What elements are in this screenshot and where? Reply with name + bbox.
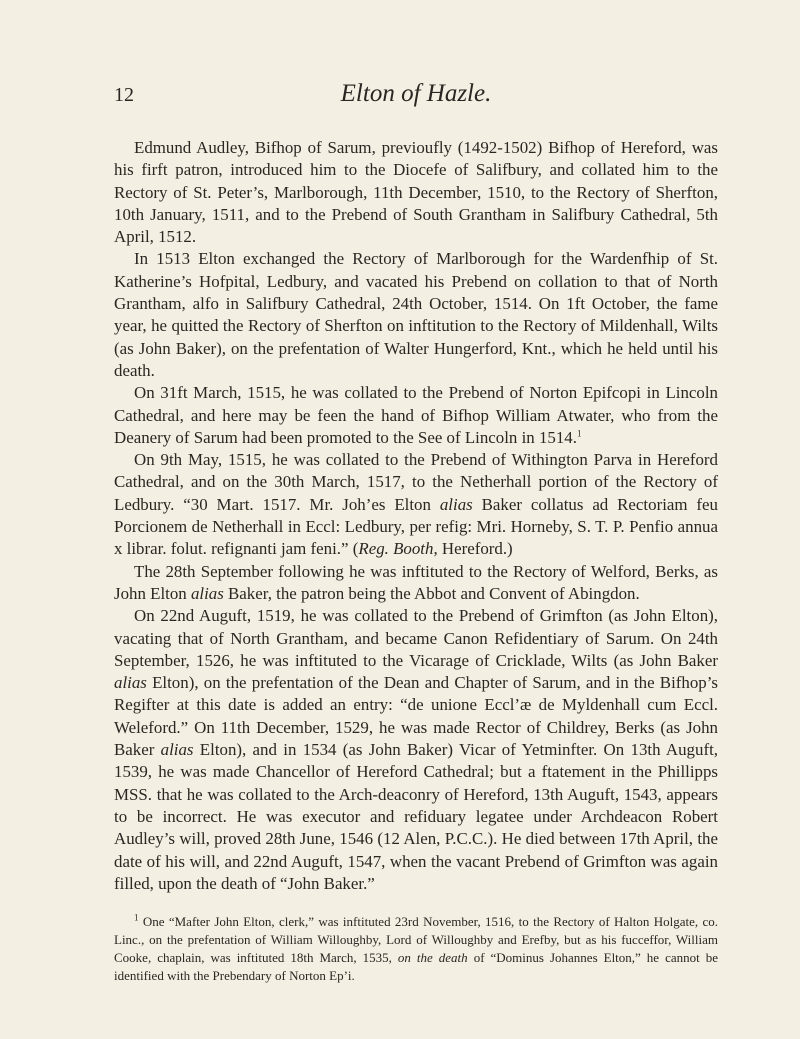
text-run: Edmund Audley, Bifhop of Sarum, previoufly (1492-1502) Bifhop of Hereford, was his firft patron, introduced him to the Diocefe of Salifbury, and collated him to the Rectory of St. Peter’s, Marlborough, 11th December, 1510, to the Rectory of Sherfton, 10th January, 1511, and to the Prebend of South Grantham in Salifbury Cathedral, 5th April, 1512. <box>114 138 718 247</box>
page-number: 12 <box>114 84 134 106</box>
text-run: Baker collatus ad Rectoriam feu Porcionem de Netherhall in Eccl: Ledbury, per refig: Mri. Horneby, S. T. P. Penfio annua x librar. folut. refignanti jam feni.” ( <box>114 494 718 559</box>
footnote-marker: 1 <box>576 428 582 439</box>
paragraph <box>114 382 718 449</box>
text-run: In 1513 Elton exchanged the Rectory of Marlborough for the Wardenfhip of St. Katherine’s Hofpital, Ledbury, and vacated his Prebend on collation to that of North Grantham, alfo in Salifbury Cathedral, 24th October, 1514. On 1ft October, the fame year, he quitted the Rectory of Sherfton on inftitution to the Rectory of Mildenhall, Wilts (as John Baker), on the prefentation of Walter Hungerford, Knt., which he held until his death. <box>114 249 718 380</box>
text-run: On 9th May, 1515, he was collated to the Prebend of Withington Parva in Hereford Cathedral, and on the 30th March, 1517, to the Netherhall portion of the Rectory of Ledbury. “30 Mart. 1517. Mr. Joh’es Elton <box>114 450 718 514</box>
paragraph <box>114 137 718 248</box>
text-run: On 22nd Auguft, 1519, he was collated to the Prebend of Grimfton (as John Elton), vacating that of North Grantham, and became Canon Refidentiary of Sarum. On 24th September, 1526, he was inftituted to the Vicarage of Cricklade, Wilts (as John Baker <box>114 606 718 670</box>
text-run: On 31ft March, 1515, he was collated to the Prebend of Norton Epifcopi in Lincoln Cathedral, and here may be feen the hand of Bifhop William Atwater, who from the Deanery of Sarum had been promoted to the See of Lincoln in 1514. <box>114 383 718 447</box>
paragraph <box>114 605 718 895</box>
text-run: One “Mafter John Elton, clerk,” was inftituted 23rd November, 1516, to the Rectory of Halton Holgate, co. Linc., on the prefentation of William Willoughby, Lord of Willoughby and Erefby, but as his fucceffor, William Cooke, chaplain, was inftituted 18th March, 1535, <box>114 914 718 965</box>
body-text <box>114 137 718 895</box>
text-run: , Hereford.) <box>433 539 513 559</box>
italic-text: alias <box>114 673 147 693</box>
text-run: Elton), on the prefentation of the Dean and Chapter of Sarum, and in the Bifhop’s Regifter at this date is added an entry: “de unione Eccl’æ de Myldenhall cum Eccl. Weleford.” On 11th December, 1529, he was made Rector of Childrey, Berks (as John Baker <box>114 673 718 760</box>
running-title: Elton of Hazle. <box>340 80 492 107</box>
paragraph <box>114 248 718 382</box>
paragraph <box>114 561 718 606</box>
italic-text: alias <box>190 583 224 603</box>
text-run: The 28th September following he was inftituted to the Rectory of Welford, Berks, as John Elton <box>114 561 718 603</box>
text-run: Elton), and in 1534 (as John Baker) Vicar of Yetminfter. On 13th Auguft, 1539, he was made Chancellor of Hereford Cathedral; but a ftatement in the Phillipps MSS. that he was collated to the Arch-deaconry of Hereford, 13th Auguft, 1543, appears to be incorrect. He was executor and refiduary legatee under Archdeacon Robert Audley’s will, proved 28th June, 1546 (12 Alen, P.C.C.). He died between 17th April, the date of his will, and 22nd Auguft, 1547, when the vacant Prebend of Grimfton was again filled, upon the death of “John Baker.” <box>114 740 718 893</box>
page-header <box>114 80 718 110</box>
text-run: Baker, the patron being the Abbot and Convent of Abingdon. <box>223 583 640 603</box>
italic-text: alias <box>160 740 194 760</box>
text-run: of “Dominus Johannes Elton,” he cannot be identified with the Prebendary of Norton Ep’i. <box>114 950 719 983</box>
footnote-marker: 1 <box>134 912 139 923</box>
italic-text: on the death <box>397 950 468 965</box>
footnote <box>114 913 718 985</box>
paragraph <box>114 449 718 560</box>
footnotes <box>114 913 718 985</box>
italic-text: alias <box>439 494 473 514</box>
italic-text: Reg. Booth <box>358 539 434 559</box>
